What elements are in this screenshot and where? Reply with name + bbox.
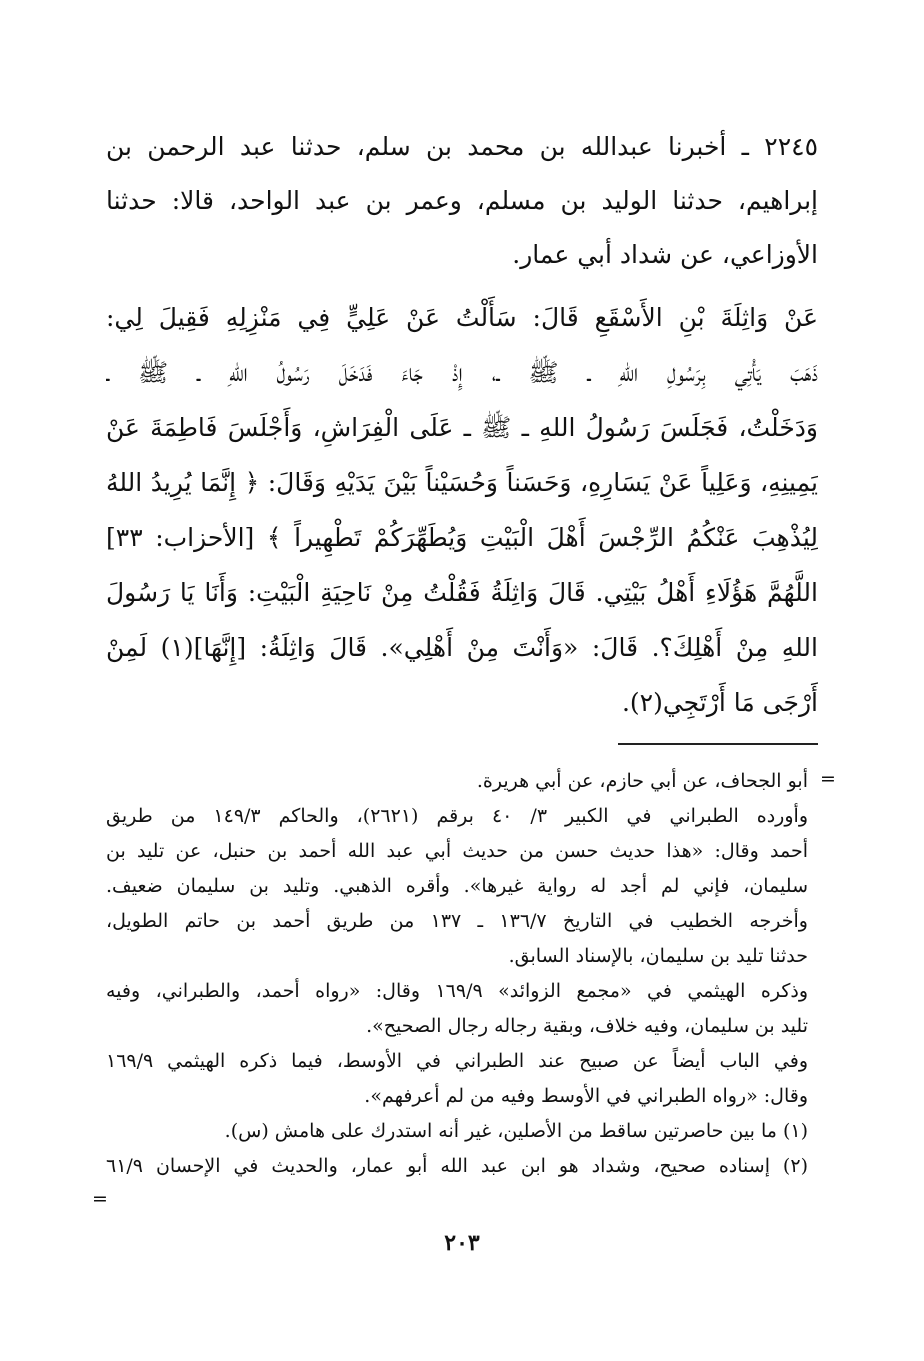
hadith-line: اللَّهُمَّ هَؤُلَاءِ أَهْلُ بَيْتِي. قَالَ وَاثِلَةُ فَقُلْتُ مِنْ نَاحِيَةِ الْبَيْتِ: وَأَنَا يَا رَسُولَ	[106, 578, 818, 607]
footnote-line: سليمان، فإني لم أجد له رواية غيرها». وأقره الذهبي. وتليد بن سليمان ضعيف.	[106, 875, 808, 897]
footnotes	[106, 764, 808, 1184]
footnote-line: تليد بن سليمان، وفيه خلاف، وبقية رجاله رجال الصحيح».	[366, 1015, 808, 1037]
hadith-line: أَرْجَى مَا أَرْتَجِي(٢).	[621, 688, 818, 717]
hadith-line: وَدَخَلْتُ، فَجَلَسَ رَسُولُ اللهِ ـ ﷺ ـ عَلَى الْفِرَاشِ، وَأَجْلَسَ فَاطِمَةَ عَنْ	[106, 413, 818, 442]
hadith-line: اللهِ مِنْ أَهْلِكَ؟. قَالَ: «وَأَنْتَ مِنْ أَهْلِي». قَالَ وَاثِلَةُ: [إِنَّهَا](١) لَمِنْ	[106, 633, 818, 662]
footnote-line: وقال: «رواه الطبراني في الأوسط وفيه من لم أعرفهم».	[364, 1085, 808, 1107]
footnote-line: أبو الجحاف، عن أبي حازم، عن أبي هريرة.	[476, 770, 808, 792]
isnad-line: الأوزاعي، عن شداد أبي عمار.	[512, 240, 818, 269]
page-number: ٢٠٣	[444, 1230, 480, 1256]
footnote-line: وذكره الهيثمي في «مجمع الزوائد» ١٦٩/٩ وقال: «رواه أحمد، والطبراني، وفيه	[106, 980, 808, 1002]
hadith-line: ذَهَبَ يَأْتِي بِرَسُولِ اللهِ ـ ﷺ ـ، إِذْ جَاءَ فَدَخَلَ رَسُولُ اللهِ ـ ﷺ ـ	[106, 358, 818, 387]
continuation-mark: =	[820, 768, 836, 790]
footnote-line: (١) ما بين حاصرتين ساقط من الأصلين، غير أنه استدرك على هامش (س).	[224, 1120, 808, 1142]
hadith-line: يَمِينِهِ، وَعَلِياً عَنْ يَسَارِهِ، وَحَسَناً وَحُسَيْناً بَيْنَ يَدَيْهِ وَقَالَ: ﴿ إِنَّمَا يُرِيدُ اللهُ	[106, 468, 818, 497]
hadith-line: لِيُذْهِبَ عَنْكُمُ الرِّجْسَ أَهْلَ الْبَيْتِ وَيُطَهِّرَكُمْ تَطْهِيراً ﴾ [الأحزاب: ٣٣]	[106, 523, 818, 552]
footnote-line: وفي الباب أيضاً عن صبيح عند الطبراني في الأوسط، فيما ذكره الهيثمي ١٦٩/٩	[106, 1050, 808, 1072]
footnote-line: وأورده الطبراني في الكبير ٣/ ٤٠ برقم (٢٦٢١)، والحاكم ١٤٩/٣ من طريق	[106, 805, 808, 827]
footnote-line: أحمد وقال: «هذا حديث حسن من حديث أبي عبد الله أحمد بن حنبل، عن تليد بن	[106, 840, 808, 862]
isnad-line: ٢٢٤٥ ـ أخبرنا عبدالله بن محمد بن سلم، حدثنا عبد الرحمن بن	[106, 132, 818, 161]
footnote-line: (٢) إسناده صحيح، وشداد هو ابن عبد الله أبو عمار، والحديث في الإحسان ٦١/٩	[106, 1155, 808, 1177]
footnote-line: وأخرجه الخطيب في التاريخ ١٣٦/٧ ـ ١٣٧ من طريق أحمد بن حاتم الطويل،	[106, 910, 808, 932]
footnote-separator	[618, 743, 818, 745]
continuation-mark: =	[92, 1188, 108, 1210]
isnad-line: إبراهيم، حدثنا الوليد بن مسلم، وعمر بن عبد الواحد، قالا: حدثنا	[106, 186, 818, 215]
footnote-line: حدثنا تليد بن سليمان، بالإسناد السابق.	[508, 945, 808, 967]
hadith-text	[106, 290, 818, 730]
hadith-line: عَنْ وَاثِلَةَ بْنِ الأَسْقَعِ قَالَ: سَأَلْتُ عَنْ عَلِيٍّ فِي مَنْزِلِهِ فَقِيلَ لِي:	[106, 303, 818, 332]
hadith-isnad	[106, 120, 818, 282]
